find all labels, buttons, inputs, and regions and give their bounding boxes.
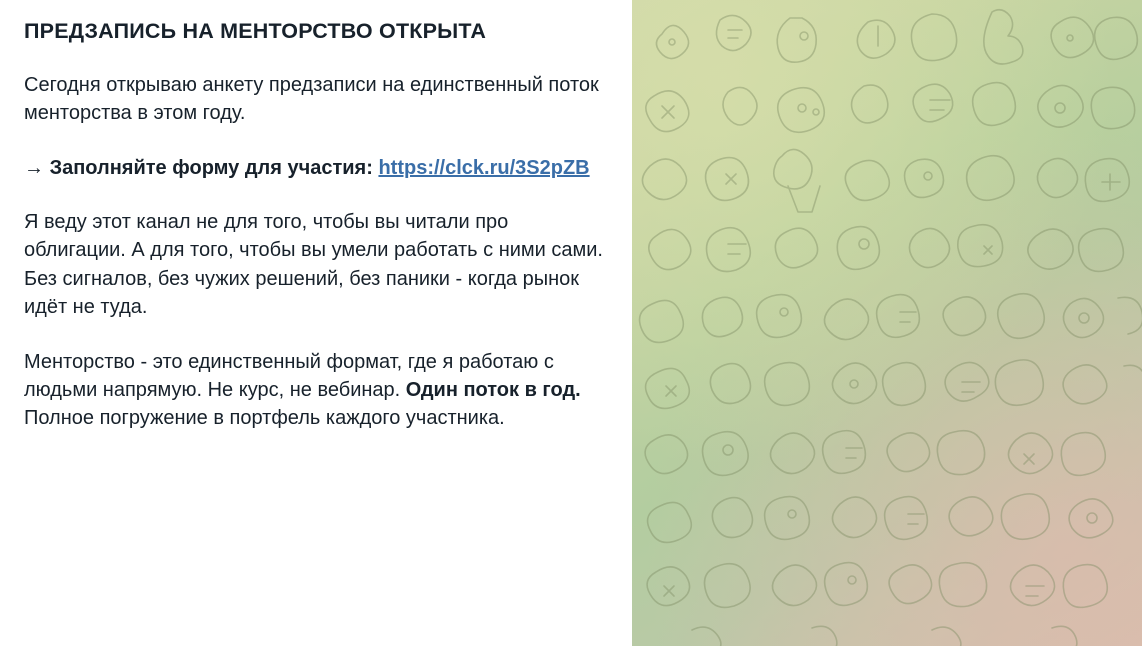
registration-form-link[interactable]: https://clck.ru/3S2pZB bbox=[378, 156, 590, 179]
post-cta-paragraph bbox=[24, 154, 608, 182]
post-paragraph-1: Сегодня открываю анкету предзаписи на единственный поток менторства в этом году. bbox=[24, 73, 599, 125]
post-paragraph-3 bbox=[24, 348, 608, 433]
post-paragraph-3-bold: Один поток в год. bbox=[405, 379, 581, 401]
cta-label: Заполняйте форму для участия: bbox=[49, 156, 379, 179]
post-title: ПРЕДЗАПИСЬ НА МЕНТОРСТВО ОТКРЫТА bbox=[24, 19, 487, 43]
post-image bbox=[632, 0, 1142, 646]
post-paragraph-3-part-1: Менторство - это единственный формат, где я работаю с людьми напрямую. Не курс, не вебинар. bbox=[24, 350, 554, 401]
post-paragraph-3-part-2: Полное погружение в портфель каждого участника. bbox=[24, 407, 505, 430]
post-paragraph-2: Я веду этот канал не для того, чтобы вы читали про облигации. А для того, чтобы вы умели работать с ними сами. Без сигналов, без чужих решений, без паники - когда рынок идёт не туда. bbox=[24, 211, 603, 319]
cta-arrow: → bbox=[24, 156, 50, 179]
doodle-pattern bbox=[632, 0, 1142, 646]
